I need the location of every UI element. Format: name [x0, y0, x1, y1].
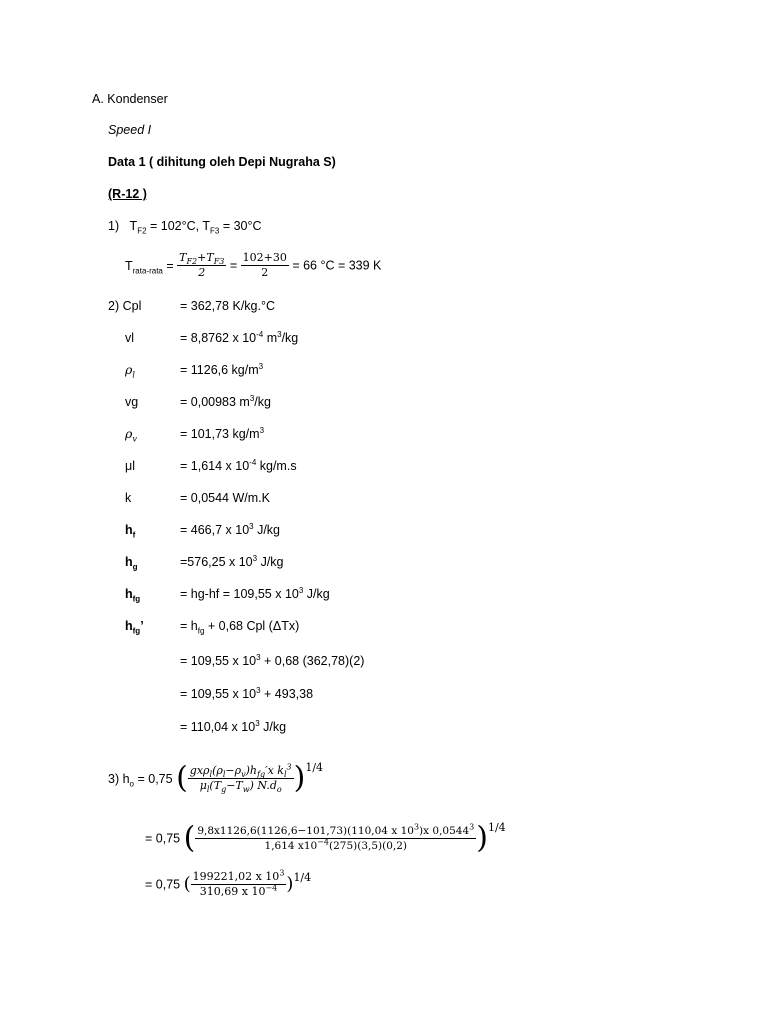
- speed-label: Speed I: [108, 123, 152, 137]
- line2-prefix: = 0,75: [145, 831, 181, 846]
- property-value: = 1,614 x $10^{-4}$ kg/m.s: [180, 457, 297, 473]
- property-value: = 0,00983 $m^3/kg$: [180, 393, 271, 409]
- property-label: k: [125, 491, 132, 505]
- step3-prefix: 3) $h_o = 0,75$: [108, 771, 173, 789]
- property-value: =576,25 x $10^3$ J/kg: [180, 553, 284, 569]
- property-label: $h_g$: [125, 555, 138, 572]
- property-label: vl: [125, 331, 135, 345]
- line3-numerator: 199221,02 x $10^3$: [192, 868, 285, 884]
- tavg-label: $T_{rata-rata}$ =: [125, 258, 174, 276]
- step1-temps: $T_{F2} = 102^\circ C$, $T_{F3} = 30^\circ C$: [129, 219, 262, 236]
- step3-simplified: = 0,75 ( $\frac{199221,02 x 10^3}{310,69 x 10^{-4}}$ )1/4: [145, 868, 312, 899]
- property-value: = hg-hf = 109,55 x $10^3$ J/kg: [180, 585, 330, 601]
- property-value: = $h_{fg} + 0,68$ Cpl (ΔTx): [180, 619, 300, 636]
- step3-substitution: = 0,75 ( $\frac{9,8x1126,6(1126,6-101,73)(110,04 x 10^3)x 0,0544^3}{1,614 x10^{-4}(275)(3,5)(0,2)}$ )1/4: [145, 820, 506, 856]
- refrigerant-label: (R-12 ): [108, 187, 147, 201]
- line2-fraction: [195, 824, 476, 853]
- property-value: = 466,7 x $10^3$ J/kg: [180, 521, 281, 537]
- property-label: $\rho_l$: [125, 362, 135, 380]
- step3-numerator: $gx\rho_l(\rho_l-\rho_v)h_{fg}'x$ $k_l^3$: [189, 762, 292, 780]
- property-value: = 362,78 K/kg.°C: [180, 299, 275, 313]
- frac1-numerator: $T_{F2}+T_{F3}$: [179, 251, 225, 267]
- property-label: 2) Cpl: [108, 299, 142, 313]
- line3-power: 1/4: [293, 871, 312, 884]
- step1-number: 1): [108, 219, 120, 233]
- line2-denominator: 1,614 $x10^{-4}(275)(3,5)(0,2)$: [264, 837, 408, 853]
- property-value: = 8,8762 x $10^{-4}$ $m^3/kg$: [180, 329, 299, 345]
- tavg-fraction-symbolic: [177, 251, 226, 280]
- property-label: $h_{fg}$: [125, 587, 141, 604]
- property-label: $\rho_v$: [125, 426, 137, 444]
- step3-denominator: $\mu_l(T_g-T_w)$ $N.d_o$: [199, 779, 282, 795]
- frac2-denominator: 2: [261, 266, 269, 280]
- property-label: $h_f$: [125, 523, 136, 540]
- property-value: = 101,73 $kg/m^3$: [180, 425, 265, 441]
- line2-numerator: 9,8x1126,6(1126,6−101,73)(110,04 x $10^3)x$ 0,0544$^3$: [197, 822, 475, 838]
- step3-fraction: [188, 764, 294, 793]
- line2-power: 1/4: [487, 821, 506, 834]
- line3-denominator: 310,69 x $10^{-4}$: [199, 883, 278, 899]
- property-value: = 109,55 x $10^3 + 493,38$: [180, 685, 314, 701]
- property-value: = 1126,6 $kg/m^3$: [180, 361, 264, 377]
- section-heading: A. Kondenser: [92, 92, 168, 106]
- frac1-denominator: 2: [198, 266, 206, 280]
- property-value: = 109,55 x $10^3 + 0,68$ (362,78)(2): [180, 652, 365, 668]
- property-label: $h_{fg}$’: [125, 619, 144, 636]
- data-title: Data 1 ( dihitung oleh Depi Nugraha S): [108, 155, 336, 169]
- line3-prefix: = 0,75: [145, 877, 181, 892]
- frac2-numerator: 102+30: [242, 251, 287, 265]
- tavg-fraction-numeric: [241, 251, 289, 280]
- property-value: = 0,0544 W/m.K: [180, 491, 270, 505]
- property-label: μl: [125, 459, 135, 473]
- step1-average-temperature: $T_{rata-rata}$ = $\frac{T_{F2}+T_{F3}}{2}$ = $\frac{102+30}{2}$ = 66 °C = 339 K: [125, 251, 382, 280]
- step3-formula: 3) $h_o = 0,75$ ( $\frac{gx\rho_l(\rho_l-\rho_v)h_{fg}'x k_l^3}{\mu_l(T_g-T_w) N.d_o}$ )1/4: [108, 760, 324, 796]
- step3-power: 1/4: [305, 761, 324, 774]
- line3-fraction: [191, 870, 287, 899]
- property-value: = 110,04 x $10^3$ J/kg: [180, 718, 287, 734]
- step1-temperatures: [108, 218, 262, 234]
- tavg-result: = 66 °C = 339 K: [292, 258, 382, 273]
- property-label: vg: [125, 395, 139, 409]
